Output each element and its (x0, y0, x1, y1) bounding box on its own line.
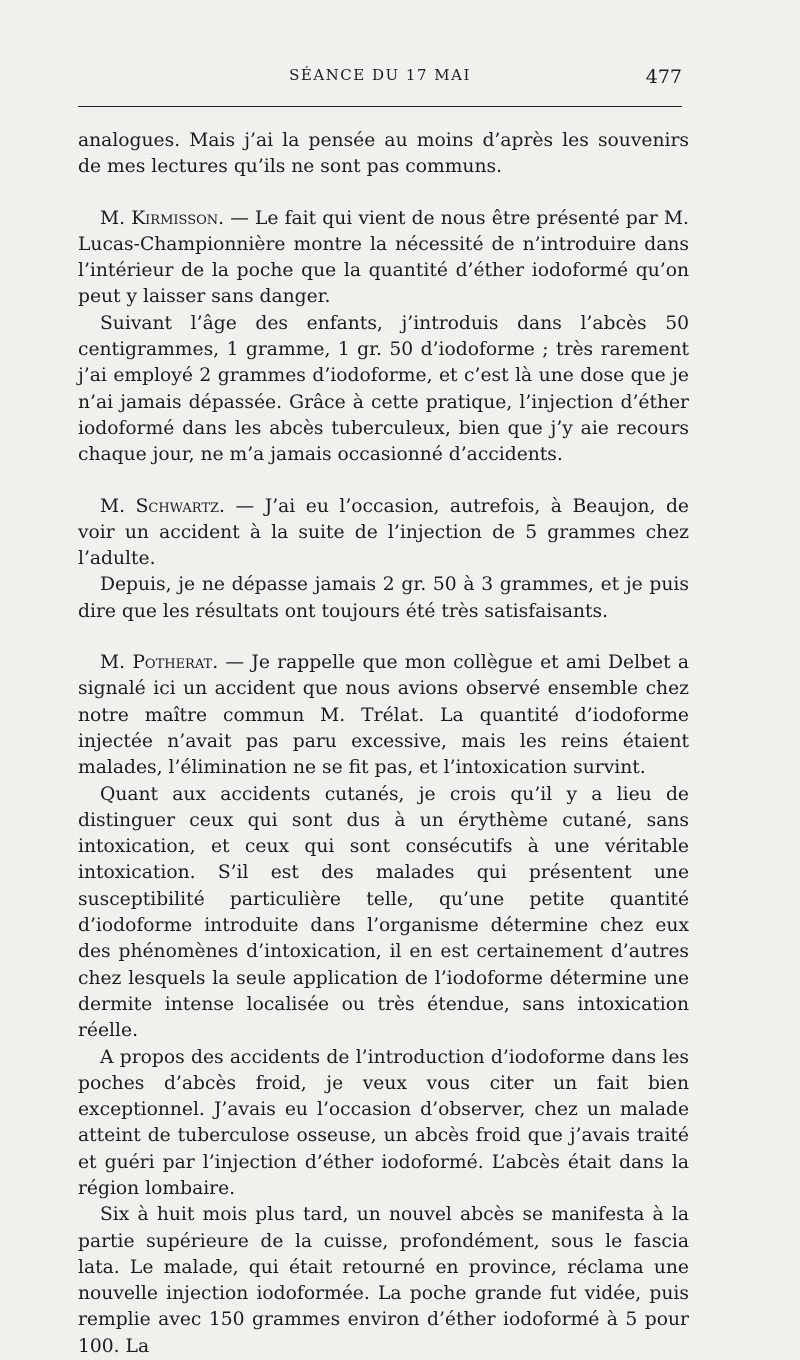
speaker-name: M. Kirmisson. (100, 207, 225, 229)
header-rule (78, 106, 682, 107)
speaker-name: M. Potherat. (100, 652, 219, 674)
paragraph: Quant aux accidents cutanés, je crois qu’il y a lieu de distinguer ceux qui sont dus à un érythème cutané, sans intoxication, et ceux qui sont consécutifs à une véritable intoxication. S’il est des malades qui présentent une susceptibilité particulière telle, qu’une petite quantité d’iodoforme introduite dans l’organisme détermine chez eux des phénomènes d’intoxication, il en est certainement d’autres chez lesquels la seule application de l’iodoforme détermine une dermite intense localisée ou très étendue, sans intoxication réelle. (78, 783, 689, 1042)
paragraph: A propos des accidents de l’introduction d’iodoforme dans les poches d’abcès froid, je veux vous citer un fait bien exceptionnel. J’avais eu l’occasion d’observer, chez un malade atteint de tuberculose osseuse, un abcès froid que j’avais traité et guéri par l’injection d’éther iodoformé. L’abcès était dans la région lombaire. (78, 1046, 689, 1199)
page-header (78, 66, 682, 92)
speaker-name: M. Schwartz. (100, 495, 225, 517)
paragraph-continuation: analogues. Mais j’ai la pensée au moins d’après les souvenirs de mes lectures qu’ils ne sont pas communs. (78, 130, 689, 178)
paragraph-potherat: M. Potherat. — Je rappelle que mon collègue et ami Delbet a signalé ici un accident que nous avions observé ensemble chez notre maître commun M. Trélat. La quantité d’iodoforme injectée n’avait pas paru excessive, mais les reins étaient malades, l’élimination ne se fit pas, et l’intoxication survint. (78, 652, 689, 779)
paragraph: Six à huit mois plus tard, un nouvel abcès se manifesta à la partie supérieure de la cuisse, profondément, sous le fascia lata. Le malade, qui était retourné en province, réclama une nouvelle injection iodoformée. La poche grande fut vidée, puis remplie avec 150 grammes environ d’éther iodoformé à 5 pour 100. La (78, 1204, 689, 1357)
paragraph-kirmisson: M. Kirmisson. — Le fait qui vient de nous être présenté par M. Lucas-Championnière montre la nécessité de n’introduire dans l’intérieur de la poche que la quantité d’éther iodoformé qu’on peut y laisser sans danger. (78, 207, 689, 308)
running-title: SÉANCE DU 17 MAI (289, 66, 471, 84)
paragraph: Suivant l’âge des enfants, j’introduis dans l’abcès 50 centigrammes, 1 gramme, 1 gr. 50 d’iodoforme ; très rarement j’ai employé 2 grammes d’iodoforme, et c’est là une dose que je n’ai jamais dépassée. Grâce à cette pratique, l’injection d’éther iodoformé dans les abcès tuberculeux, bien que j’y aie recours chaque jour, ne m’a jamais occasionné d’accidents. (78, 312, 689, 466)
paragraph-schwartz: M. Schwartz. — J’ai eu l’occasion, autrefois, à Beaujon, de voir un accident à la suite de l’injection de 5 grammes chez l’adulte. (78, 495, 689, 570)
body-text (78, 128, 689, 1360)
page-number: 477 (645, 66, 682, 88)
paragraph: Depuis, je ne dépasse jamais 2 gr. 50 à 3 grammes, et je puis dire que les résultats ont toujours été très satisfaisants. (78, 574, 689, 622)
